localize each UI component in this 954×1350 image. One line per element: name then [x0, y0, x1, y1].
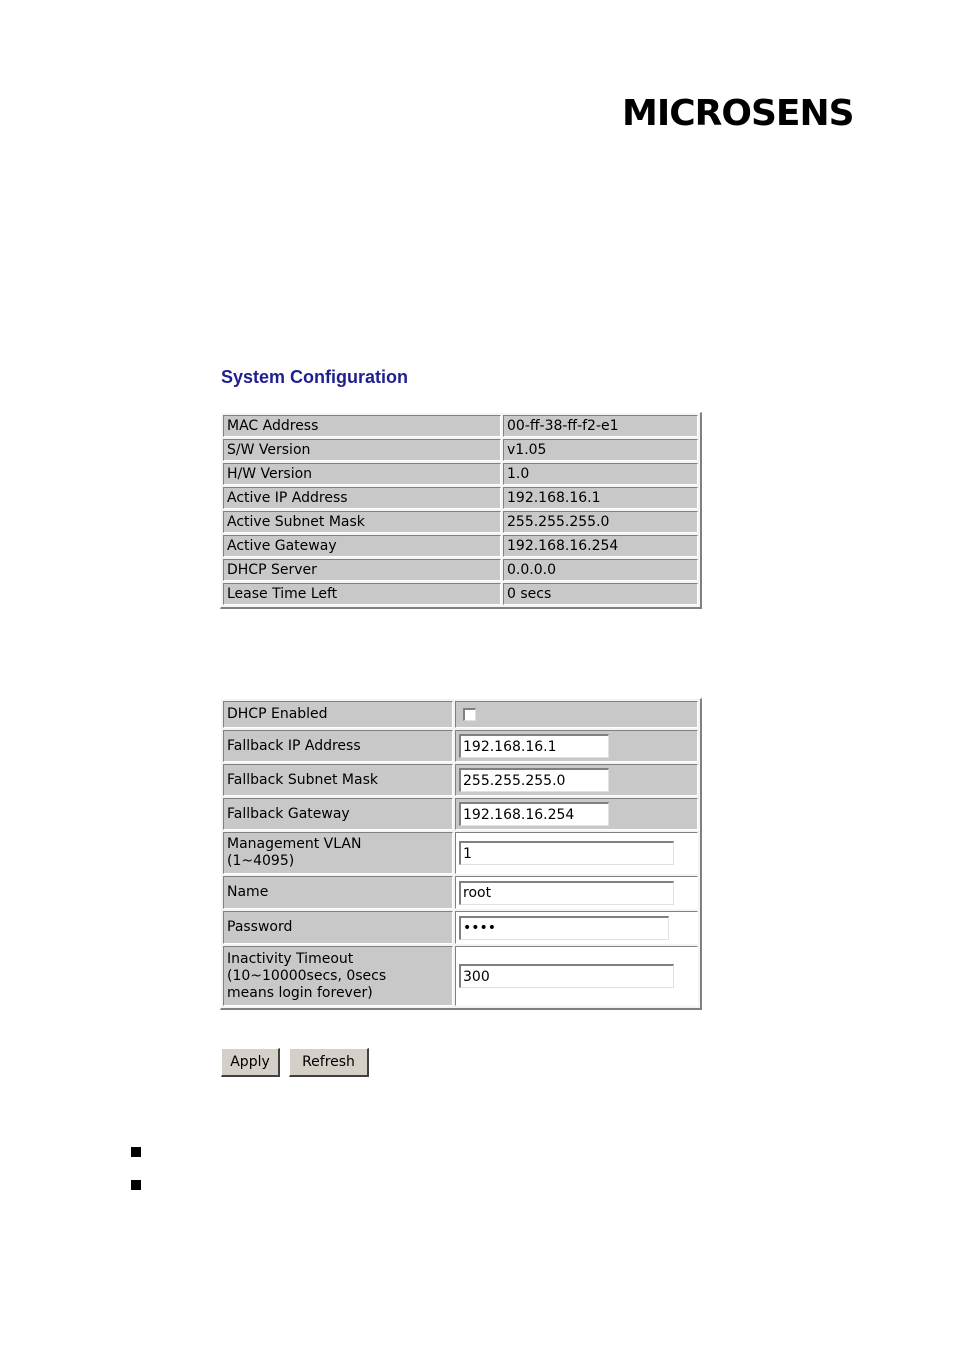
system-info-value: 0.0.0.0	[503, 559, 698, 581]
inactivity-timeout-cell	[455, 946, 698, 1006]
dhcp-enabled-cell	[455, 701, 698, 728]
config-row-management-vlan	[223, 832, 698, 874]
fallback-ip-cell	[455, 730, 698, 762]
system-info-label: Lease Time Left	[223, 583, 501, 605]
system-info-value: 0 secs	[503, 583, 698, 605]
system-info-row	[223, 487, 698, 509]
management-vlan-label-line1: Management VLAN	[227, 836, 362, 852]
bullet-square-icon	[131, 1147, 141, 1157]
config-row-fallback-ip	[223, 730, 698, 762]
name-input[interactable]	[459, 881, 674, 905]
apply-button[interactable]: Apply	[221, 1048, 280, 1077]
system-info-value: 00-ff-38-ff-f2-e1	[503, 415, 698, 437]
config-form-table	[220, 698, 702, 1010]
system-info-value: 1.0	[503, 463, 698, 485]
system-info-value: v1.05	[503, 439, 698, 461]
dhcp-enabled-checkbox[interactable]	[463, 708, 476, 721]
system-info-value: 192.168.16.1	[503, 487, 698, 509]
microsens-logo: MICROSENS	[622, 93, 854, 134]
system-info-label: MAC Address	[223, 415, 501, 437]
name-label: Name	[223, 876, 453, 909]
management-vlan-input[interactable]	[459, 841, 674, 865]
fallback-subnet-mask-cell	[455, 764, 698, 796]
config-row-name	[223, 876, 698, 909]
password-cell	[455, 911, 698, 944]
fallback-ip-label: Fallback IP Address	[223, 730, 453, 762]
system-info-table	[220, 412, 702, 609]
config-row-fallback-gateway	[223, 798, 698, 830]
config-row-password	[223, 911, 698, 944]
config-row-dhcp-enabled	[223, 701, 698, 728]
name-cell	[455, 876, 698, 909]
inactivity-timeout-label-line2: (10~10000secs, 0secs	[227, 967, 387, 984]
management-vlan-cell	[455, 832, 698, 874]
fallback-ip-input[interactable]	[459, 734, 609, 758]
system-info-label: Active Subnet Mask	[223, 511, 501, 533]
inactivity-timeout-input[interactable]	[459, 964, 674, 988]
fallback-gateway-cell	[455, 798, 698, 830]
password-input[interactable]	[459, 916, 669, 940]
fallback-gateway-label: Fallback Gateway	[223, 798, 453, 830]
management-vlan-label-line2: (1~4095)	[227, 853, 295, 869]
page-title: System Configuration	[221, 367, 409, 387]
refresh-button[interactable]: Refresh	[289, 1048, 369, 1077]
system-info-label: DHCP Server	[223, 559, 501, 581]
fallback-subnet-mask-label: Fallback Subnet Mask	[223, 764, 453, 796]
system-info-row	[223, 535, 698, 557]
system-info-row	[223, 463, 698, 485]
system-info-label: Active IP Address	[223, 487, 501, 509]
system-info-row	[223, 511, 698, 533]
system-info-label: Active Gateway	[223, 535, 501, 557]
system-info-row	[223, 559, 698, 581]
config-row-fallback-mask	[223, 764, 698, 796]
inactivity-timeout-label	[223, 946, 453, 1006]
inactivity-timeout-label-line1: Inactivity Timeout	[227, 950, 354, 967]
system-info-row	[223, 583, 698, 605]
bullet-square-icon	[131, 1180, 141, 1190]
system-info-label: S/W Version	[223, 439, 501, 461]
fallback-gateway-input[interactable]	[459, 802, 609, 826]
system-info-label: H/W Version	[223, 463, 501, 485]
inactivity-timeout-label-line3: means login forever)	[227, 984, 373, 1001]
system-info-value: 255.255.255.0	[503, 511, 698, 533]
config-row-inactivity-timeout	[223, 946, 698, 1006]
password-label: Password	[223, 911, 453, 944]
management-vlan-label	[223, 832, 453, 874]
dhcp-enabled-label: DHCP Enabled	[223, 701, 453, 728]
system-info-row	[223, 439, 698, 461]
system-info-value: 192.168.16.254	[503, 535, 698, 557]
system-info-row	[223, 415, 698, 437]
fallback-subnet-mask-input[interactable]	[459, 768, 609, 792]
